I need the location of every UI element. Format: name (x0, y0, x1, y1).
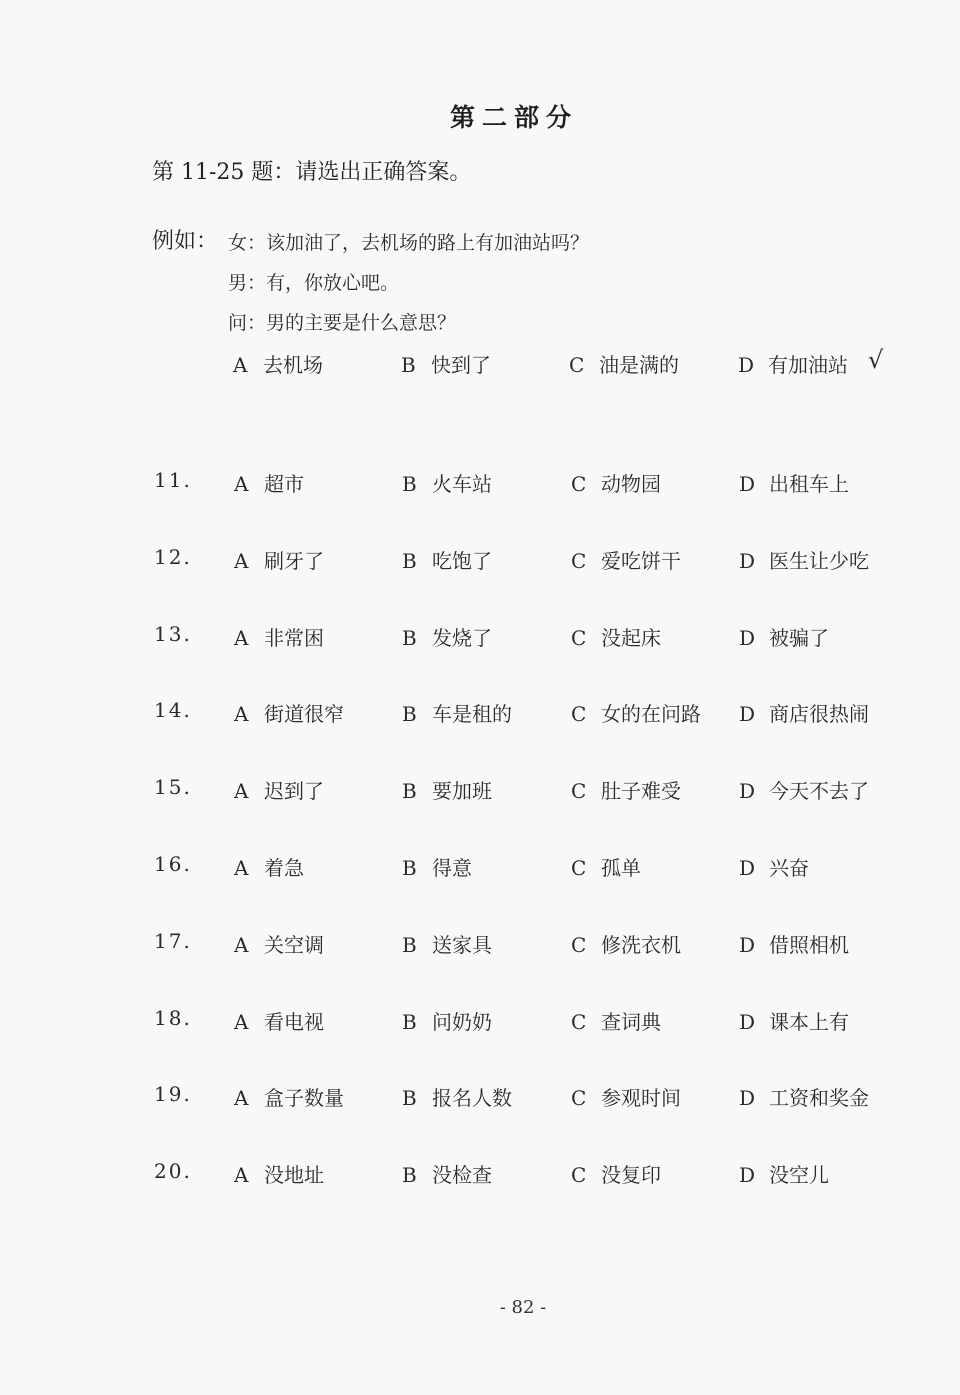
option-text: 借照相机 (769, 932, 849, 957)
option-text: 街道很窄 (264, 702, 344, 727)
option-d (739, 1082, 869, 1111)
option-text: 今天不去了 (769, 779, 869, 804)
option-letter: A (234, 779, 249, 804)
option-letter: D (739, 548, 756, 573)
option-d (739, 698, 869, 727)
option-text: 报名人数 (432, 1086, 512, 1111)
option-text: 发烧了 (432, 625, 492, 650)
option-d (739, 852, 809, 881)
option-b (402, 698, 512, 727)
question-number: 11. (154, 468, 192, 492)
example-option-a: A 去机场 (233, 353, 323, 377)
option-b (402, 775, 492, 804)
section-title: 第二部分 (449, 103, 578, 132)
option-letter: B (402, 1086, 417, 1111)
option-letter: B (402, 779, 417, 804)
option-letter: A (234, 856, 249, 880)
option-d (739, 775, 869, 804)
question-row (0, 775, 960, 805)
option-c (571, 775, 681, 804)
instruction-text: 第 11-25 题：请选出正确答案。 (152, 160, 472, 185)
option-text: 女的在问路 (601, 702, 701, 727)
option-a (234, 1159, 324, 1188)
option-text: 看电视 (264, 1009, 324, 1034)
option-text: 课本上有 (769, 1009, 849, 1034)
option-text: 刷牙了 (264, 548, 324, 573)
option-text: 非常困 (264, 625, 324, 650)
option-a (234, 1082, 344, 1111)
option-letter: B (402, 1163, 417, 1188)
option-letter: C (571, 625, 587, 650)
example-woman-line: 女：该加油了，去机场的路上有加油站吗？ (228, 232, 590, 254)
option-text: 要加班 (432, 779, 492, 804)
option-letter: C (571, 548, 587, 573)
question-row (0, 622, 960, 652)
question-row (0, 468, 960, 498)
question-number: 16. (154, 852, 192, 876)
page-number: - 82 - (499, 1297, 547, 1318)
option-letter: B (402, 932, 417, 957)
option-text: 着急 (264, 856, 304, 880)
option-c (571, 468, 661, 497)
option-a (234, 852, 304, 881)
option-text: 修洗衣机 (601, 932, 681, 957)
option-letter: B (402, 625, 417, 650)
option-text: 医生让少吃 (769, 548, 869, 573)
example-options-row (0, 349, 960, 379)
option-letter: A (234, 932, 249, 957)
question-row (0, 929, 960, 959)
question-number: 18. (154, 1005, 192, 1030)
option-letter: D (739, 1009, 756, 1034)
option-text: 没地址 (264, 1163, 324, 1188)
option-text: 超市 (264, 472, 304, 496)
option-c (571, 698, 701, 727)
option-letter: B (402, 472, 417, 496)
option-d (739, 468, 849, 497)
option-letter: C (571, 702, 587, 727)
example-label: 例如： (152, 229, 219, 254)
option-text: 爱吃饼干 (601, 548, 681, 573)
option-b (402, 1159, 492, 1188)
option-text: 出租车上 (769, 472, 849, 496)
option-b (402, 1006, 492, 1035)
option-a (234, 698, 344, 727)
option-letter: D (739, 472, 756, 496)
option-c (571, 929, 681, 958)
option-text: 没检查 (432, 1163, 492, 1188)
option-letter: D (739, 625, 756, 650)
option-b (402, 1082, 512, 1111)
question-number: 12. (154, 544, 192, 569)
option-d (739, 545, 869, 574)
question-row (0, 698, 960, 728)
option-text: 孤单 (601, 856, 641, 880)
option-text: 盒子数量 (264, 1086, 344, 1111)
option-text: 参观时间 (601, 1086, 681, 1111)
option-text: 兴奋 (769, 856, 809, 880)
option-letter: C (571, 932, 587, 957)
option-letter: D (739, 779, 756, 804)
option-b (402, 622, 492, 651)
option-letter: D (739, 1086, 756, 1111)
example-option-d: D 有加油站 (738, 353, 848, 377)
option-c (571, 852, 641, 881)
option-a (234, 775, 324, 804)
option-letter: A (234, 548, 249, 573)
option-letter: C (571, 779, 587, 804)
option-a (234, 545, 324, 574)
option-letter: A (234, 625, 249, 650)
option-a (234, 1006, 324, 1035)
option-d (739, 1006, 849, 1035)
example-question-line: 问：男的主要是什么意思？ (228, 312, 457, 334)
option-text: 关空调 (264, 932, 324, 957)
option-text: 吃饱了 (432, 548, 492, 573)
option-text: 没复印 (601, 1163, 661, 1188)
question-number: 19. (154, 1082, 192, 1107)
option-letter: D (739, 932, 756, 957)
option-b (402, 545, 492, 574)
option-b (402, 852, 472, 881)
option-b (402, 468, 492, 497)
option-text: 送家具 (432, 932, 492, 957)
option-text: 被骗了 (769, 625, 829, 650)
option-letter: B (402, 702, 417, 727)
question-number: 20. (154, 1159, 192, 1184)
option-letter: A (234, 1163, 249, 1188)
question-row (0, 1159, 960, 1189)
option-letter: B (402, 856, 417, 880)
option-c (571, 622, 661, 651)
option-d (739, 622, 829, 651)
option-text: 问奶奶 (432, 1009, 492, 1034)
option-text: 肚子难受 (601, 779, 681, 804)
option-letter: A (234, 1009, 249, 1034)
option-letter: B (402, 548, 417, 573)
option-letter: B (402, 1009, 417, 1034)
option-d (739, 929, 849, 958)
option-a (234, 929, 324, 958)
question-number: 17. (154, 928, 192, 953)
option-text: 查词典 (601, 1009, 661, 1034)
option-letter: C (571, 856, 587, 880)
example-option-c: C 油是满的 (569, 353, 679, 377)
option-a (234, 468, 304, 497)
question-row (0, 852, 960, 882)
question-number: 15. (154, 775, 192, 800)
option-text: 商店很热闹 (769, 702, 869, 727)
option-text: 车是租的 (432, 702, 512, 727)
check-mark-icon: √ (868, 346, 884, 374)
option-letter: A (234, 472, 249, 496)
option-letter: C (571, 472, 587, 496)
option-a (234, 622, 324, 651)
option-text: 工资和奖金 (769, 1086, 869, 1111)
question-row (0, 1006, 960, 1036)
option-letter: D (739, 702, 756, 727)
option-letter: A (234, 1086, 249, 1111)
option-letter: A (234, 702, 249, 727)
example-option-b: B 快到了 (401, 353, 491, 377)
option-c (571, 1082, 681, 1111)
option-text: 动物园 (601, 472, 661, 496)
option-b (402, 929, 492, 958)
example-man-line: 男：有，你放心吧。 (228, 272, 400, 294)
option-text: 没空儿 (769, 1163, 829, 1188)
option-text: 火车站 (432, 472, 492, 496)
question-number: 13. (154, 621, 192, 646)
option-c (571, 1159, 661, 1188)
option-text: 得意 (432, 856, 472, 880)
option-d (739, 1159, 829, 1188)
option-text: 没起床 (601, 625, 661, 650)
option-letter: C (571, 1163, 587, 1188)
question-row (0, 545, 960, 575)
option-letter: C (571, 1009, 587, 1034)
option-letter: D (739, 1163, 756, 1188)
question-number: 14. (154, 698, 192, 723)
option-letter: C (571, 1086, 587, 1111)
option-letter: D (739, 856, 756, 880)
question-row (0, 1082, 960, 1112)
option-c (571, 545, 681, 574)
option-text: 迟到了 (264, 779, 324, 804)
option-c (571, 1006, 661, 1035)
